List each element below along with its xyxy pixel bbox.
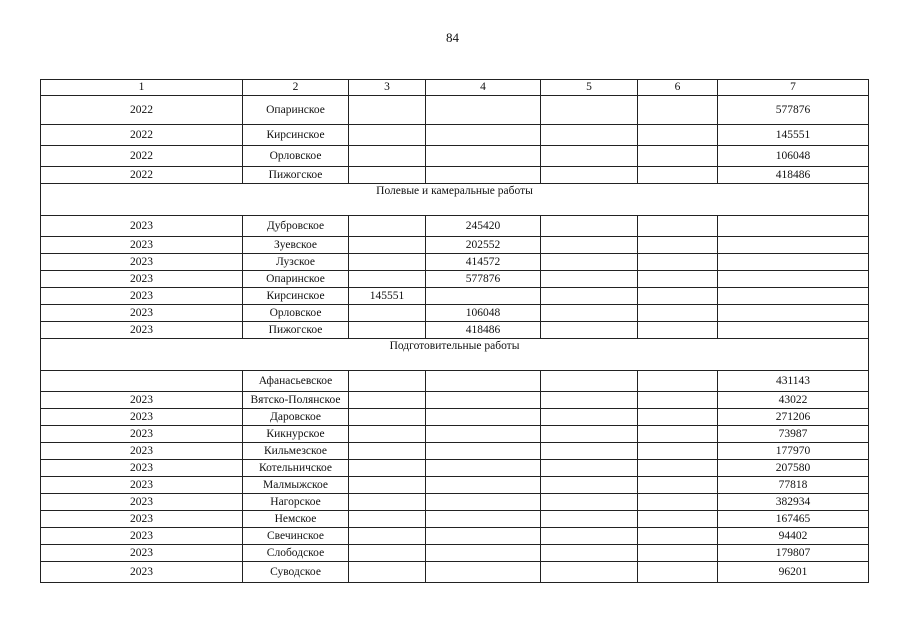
col7-cell: 43022 [718,392,869,409]
table-row [41,477,869,494]
table-row [41,443,869,460]
district-cell: Кирсинское [243,288,349,305]
col5-cell [541,494,638,511]
col3-cell [349,237,426,254]
col6-cell [638,528,718,545]
section-row [41,184,869,216]
col3-cell [349,545,426,562]
table-row [41,288,869,305]
section-row [41,339,869,371]
col6-cell [638,146,718,167]
header-row [41,80,869,96]
col3-cell [349,426,426,443]
district-cell: Лузское [243,254,349,271]
col6-cell [638,216,718,237]
year-cell: 2023 [41,237,243,254]
year-cell: 2023 [41,545,243,562]
col4-cell [426,125,541,146]
col6-cell [638,288,718,305]
col3-cell [349,125,426,146]
section-title: Подготовительные работы [41,339,869,371]
col7-cell: 94402 [718,528,869,545]
col5-cell [541,562,638,583]
col3-cell [349,392,426,409]
col6-cell [638,460,718,477]
col6-cell [638,305,718,322]
district-cell: Орловское [243,305,349,322]
col6-cell [638,254,718,271]
col3-cell [349,494,426,511]
district-cell: Дубровское [243,216,349,237]
year-cell: 2023 [41,494,243,511]
col5-cell [541,254,638,271]
col5-cell [541,409,638,426]
table-row [41,562,869,583]
col3-cell: 145551 [349,288,426,305]
col4-cell [426,545,541,562]
page-number: 84 [446,30,459,45]
col3-cell [349,167,426,184]
col7-cell: 207580 [718,460,869,477]
col4-cell [426,371,541,392]
col7-cell: 271206 [718,409,869,426]
district-cell: Нагорское [243,494,349,511]
col4-cell: 418486 [426,322,541,339]
col5-cell [541,305,638,322]
year-cell: 2023 [41,426,243,443]
col3-cell [349,477,426,494]
col4-cell [426,494,541,511]
year-cell: 2023 [41,562,243,583]
table-row [41,254,869,271]
year-cell: 2023 [41,443,243,460]
district-cell: Свечинское [243,528,349,545]
col4-cell [426,460,541,477]
col5-cell [541,271,638,288]
col5-cell [541,288,638,305]
col5-cell [541,511,638,528]
col7-cell: 106048 [718,146,869,167]
col4-cell [426,409,541,426]
year-cell: 2023 [41,271,243,288]
col6-cell [638,426,718,443]
district-cell: Котельничское [243,460,349,477]
year-cell: 2022 [41,167,243,184]
col6-cell [638,322,718,339]
col7-cell: 167465 [718,511,869,528]
year-cell: 2023 [41,322,243,339]
section-title: Полевые и камеральные работы [41,184,869,216]
district-cell: Вятско-Полянское [243,392,349,409]
year-cell: 2022 [41,125,243,146]
col4-cell: 414572 [426,254,541,271]
col5-cell [541,545,638,562]
col3-cell [349,460,426,477]
col3-cell [349,528,426,545]
col7-cell [718,322,869,339]
col4-cell: 245420 [426,216,541,237]
col6-cell [638,271,718,288]
table-row [41,409,869,426]
year-cell: 2023 [41,409,243,426]
col6-cell [638,477,718,494]
district-cell: Немское [243,511,349,528]
col4-cell: 577876 [426,271,541,288]
col7-cell [718,254,869,271]
table-row [41,96,869,125]
col5-cell [541,443,638,460]
year-cell: 2023 [41,305,243,322]
col5-cell [541,528,638,545]
col6-cell [638,371,718,392]
table-row [41,216,869,237]
table-row [41,322,869,339]
table-row [41,426,869,443]
district-cell: Слободское [243,545,349,562]
col7-cell [718,288,869,305]
works-table [40,79,869,583]
year-cell: 2023 [41,216,243,237]
col5-cell [541,477,638,494]
col5-cell [541,167,638,184]
year-cell [41,371,243,392]
col3-cell [349,216,426,237]
col5-cell [541,392,638,409]
district-cell: Даровское [243,409,349,426]
district-cell: Зуевское [243,237,349,254]
district-cell: Кильмезское [243,443,349,460]
col3-cell [349,146,426,167]
col7-cell: 73987 [718,426,869,443]
col3-cell [349,254,426,271]
table-row [41,545,869,562]
col3-cell [349,443,426,460]
district-cell: Малмыжское [243,477,349,494]
col4-cell [426,443,541,460]
year-cell: 2023 [41,254,243,271]
year-cell: 2022 [41,146,243,167]
col4-cell [426,426,541,443]
col7-cell: 96201 [718,562,869,583]
col7-cell [718,305,869,322]
year-cell: 2023 [41,528,243,545]
table-row [41,271,869,288]
year-cell: 2023 [41,460,243,477]
table-row [41,146,869,167]
district-cell: Афанасьевское [243,371,349,392]
year-cell: 2022 [41,96,243,125]
table-row [41,494,869,511]
table-row [41,371,869,392]
col7-cell: 179807 [718,545,869,562]
col7-cell: 577876 [718,96,869,125]
column-header: 7 [718,80,869,96]
column-header: 6 [638,80,718,96]
col3-cell [349,305,426,322]
district-cell: Орловское [243,146,349,167]
col4-cell [426,167,541,184]
col3-cell [349,562,426,583]
col6-cell [638,409,718,426]
col3-cell [349,409,426,426]
col7-cell: 382934 [718,494,869,511]
col5-cell [541,426,638,443]
col4-cell [426,288,541,305]
col3-cell [349,511,426,528]
col7-cell [718,271,869,288]
col3-cell [349,371,426,392]
col4-cell: 106048 [426,305,541,322]
col5-cell [541,96,638,125]
col6-cell [638,167,718,184]
table-row [41,392,869,409]
col7-cell [718,216,869,237]
col6-cell [638,392,718,409]
district-cell: Опаринское [243,271,349,288]
col4-cell [426,146,541,167]
year-cell: 2023 [41,288,243,305]
col5-cell [541,146,638,167]
col5-cell [541,237,638,254]
table-row [41,125,869,146]
table-row [41,305,869,322]
col6-cell [638,125,718,146]
col6-cell [638,511,718,528]
col3-cell [349,322,426,339]
district-cell: Кирсинское [243,125,349,146]
col7-cell: 77818 [718,477,869,494]
column-header: 2 [243,80,349,96]
col7-cell: 418486 [718,167,869,184]
year-cell: 2023 [41,392,243,409]
col6-cell [638,96,718,125]
col6-cell [638,562,718,583]
table-row [41,460,869,477]
col7-cell [718,237,869,254]
table-row [41,511,869,528]
district-cell: Кикнурское [243,426,349,443]
col3-cell [349,96,426,125]
col5-cell [541,125,638,146]
col7-cell: 177970 [718,443,869,460]
col6-cell [638,237,718,254]
col5-cell [541,216,638,237]
district-cell: Пижогское [243,167,349,184]
year-cell: 2023 [41,511,243,528]
district-cell: Опаринское [243,96,349,125]
col4-cell: 202552 [426,237,541,254]
col7-cell: 431143 [718,371,869,392]
col6-cell [638,494,718,511]
col4-cell [426,477,541,494]
col4-cell [426,511,541,528]
col6-cell [638,443,718,460]
table-row [41,167,869,184]
column-header: 1 [41,80,243,96]
year-cell: 2023 [41,477,243,494]
col5-cell [541,322,638,339]
table-row [41,528,869,545]
col5-cell [541,371,638,392]
district-cell: Суводское [243,562,349,583]
col3-cell [349,271,426,288]
col7-cell: 145551 [718,125,869,146]
table-row [41,237,869,254]
column-header: 4 [426,80,541,96]
district-cell: Пижогское [243,322,349,339]
column-header: 5 [541,80,638,96]
col5-cell [541,460,638,477]
column-header: 3 [349,80,426,96]
col6-cell [638,545,718,562]
col4-cell [426,562,541,583]
col4-cell [426,392,541,409]
col4-cell [426,528,541,545]
col4-cell [426,96,541,125]
